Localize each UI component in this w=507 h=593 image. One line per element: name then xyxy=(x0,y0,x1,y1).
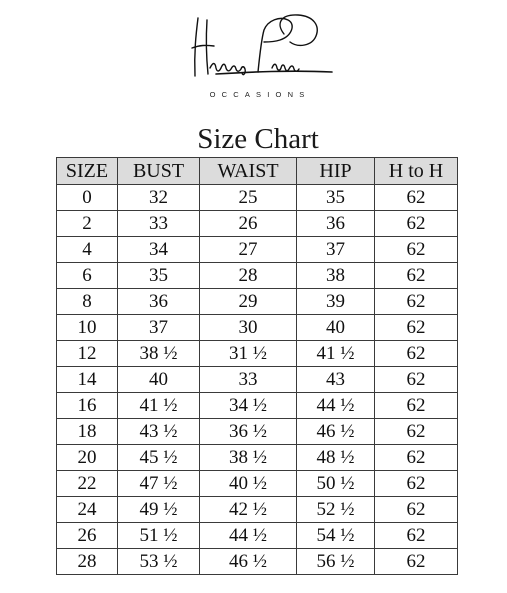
cell-waist: 30 xyxy=(200,315,297,341)
column-header-bust: BUST xyxy=(118,158,200,185)
cell-size: 24 xyxy=(57,497,118,523)
table-row xyxy=(57,237,458,263)
cell-size: 14 xyxy=(57,367,118,393)
cell-size: 4 xyxy=(57,237,118,263)
cell-size: 10 xyxy=(57,315,118,341)
cell-h-to-h: 62 xyxy=(375,211,458,237)
cell-hip: 35 xyxy=(297,185,375,211)
cell-waist: 29 xyxy=(200,289,297,315)
table-row xyxy=(57,549,458,575)
table-row xyxy=(57,393,458,419)
cell-h-to-h: 62 xyxy=(375,263,458,289)
cell-size: 20 xyxy=(57,445,118,471)
table-row xyxy=(57,445,458,471)
cell-waist: 28 xyxy=(200,263,297,289)
column-header-h-to-h: H to H xyxy=(375,158,458,185)
cell-size: 16 xyxy=(57,393,118,419)
cell-bust: 45 ½ xyxy=(118,445,200,471)
cell-h-to-h: 62 xyxy=(375,367,458,393)
cell-waist: 36 ½ xyxy=(200,419,297,445)
table-row xyxy=(57,185,458,211)
column-header-waist: WAIST xyxy=(200,158,297,185)
cell-h-to-h: 62 xyxy=(375,445,458,471)
cell-h-to-h: 62 xyxy=(375,393,458,419)
signature-logo-icon xyxy=(180,12,340,82)
table-row xyxy=(57,315,458,341)
cell-h-to-h: 62 xyxy=(375,549,458,575)
cell-h-to-h: 62 xyxy=(375,237,458,263)
cell-waist: 44 ½ xyxy=(200,523,297,549)
cell-bust: 34 xyxy=(118,237,200,263)
cell-h-to-h: 62 xyxy=(375,523,458,549)
cell-bust: 41 ½ xyxy=(118,393,200,419)
cell-hip: 44 ½ xyxy=(297,393,375,419)
cell-bust: 32 xyxy=(118,185,200,211)
cell-waist: 40 ½ xyxy=(200,471,297,497)
cell-waist: 27 xyxy=(200,237,297,263)
cell-waist: 38 ½ xyxy=(200,445,297,471)
cell-hip: 46 ½ xyxy=(297,419,375,445)
cell-size: 6 xyxy=(57,263,118,289)
table-row xyxy=(57,211,458,237)
cell-hip: 36 xyxy=(297,211,375,237)
cell-bust: 47 ½ xyxy=(118,471,200,497)
cell-h-to-h: 62 xyxy=(375,315,458,341)
brand-subtitle: OCCASIONS xyxy=(209,90,311,99)
cell-hip: 39 xyxy=(297,289,375,315)
cell-h-to-h: 62 xyxy=(375,497,458,523)
cell-h-to-h: 62 xyxy=(375,185,458,211)
cell-size: 26 xyxy=(57,523,118,549)
cell-bust: 35 xyxy=(118,263,200,289)
cell-size: 0 xyxy=(57,185,118,211)
table-row xyxy=(57,263,458,289)
cell-bust: 33 xyxy=(118,211,200,237)
table-row xyxy=(57,341,458,367)
cell-size: 12 xyxy=(57,341,118,367)
table-row xyxy=(57,367,458,393)
table-row xyxy=(57,289,458,315)
cell-waist: 42 ½ xyxy=(200,497,297,523)
table-row xyxy=(57,471,458,497)
column-header-hip: HIP xyxy=(297,158,375,185)
cell-bust: 36 xyxy=(118,289,200,315)
cell-size: 18 xyxy=(57,419,118,445)
table-row xyxy=(57,419,458,445)
cell-bust: 49 ½ xyxy=(118,497,200,523)
cell-waist: 26 xyxy=(200,211,297,237)
cell-size: 22 xyxy=(57,471,118,497)
cell-hip: 48 ½ xyxy=(297,445,375,471)
cell-hip: 41 ½ xyxy=(297,341,375,367)
cell-h-to-h: 62 xyxy=(375,289,458,315)
table-header-row xyxy=(57,158,458,185)
column-header-size: SIZE xyxy=(57,158,118,185)
brand-logo xyxy=(180,12,340,99)
cell-waist: 33 xyxy=(200,367,297,393)
page-title: Size Chart xyxy=(197,123,319,155)
cell-size: 2 xyxy=(57,211,118,237)
cell-size: 8 xyxy=(57,289,118,315)
cell-waist: 46 ½ xyxy=(200,549,297,575)
cell-bust: 38 ½ xyxy=(118,341,200,367)
table-row xyxy=(57,497,458,523)
cell-bust: 53 ½ xyxy=(118,549,200,575)
cell-bust: 40 xyxy=(118,367,200,393)
table-row xyxy=(57,523,458,549)
cell-bust: 51 ½ xyxy=(118,523,200,549)
cell-hip: 38 xyxy=(297,263,375,289)
cell-hip: 43 xyxy=(297,367,375,393)
cell-size: 28 xyxy=(57,549,118,575)
cell-waist: 31 ½ xyxy=(200,341,297,367)
cell-h-to-h: 62 xyxy=(375,471,458,497)
cell-hip: 37 xyxy=(297,237,375,263)
cell-hip: 52 ½ xyxy=(297,497,375,523)
cell-hip: 56 ½ xyxy=(297,549,375,575)
cell-h-to-h: 62 xyxy=(375,419,458,445)
cell-h-to-h: 62 xyxy=(375,341,458,367)
cell-bust: 43 ½ xyxy=(118,419,200,445)
cell-bust: 37 xyxy=(118,315,200,341)
cell-waist: 25 xyxy=(200,185,297,211)
cell-waist: 34 ½ xyxy=(200,393,297,419)
cell-hip: 50 ½ xyxy=(297,471,375,497)
cell-hip: 54 ½ xyxy=(297,523,375,549)
cell-hip: 40 xyxy=(297,315,375,341)
size-chart-table xyxy=(56,157,458,575)
